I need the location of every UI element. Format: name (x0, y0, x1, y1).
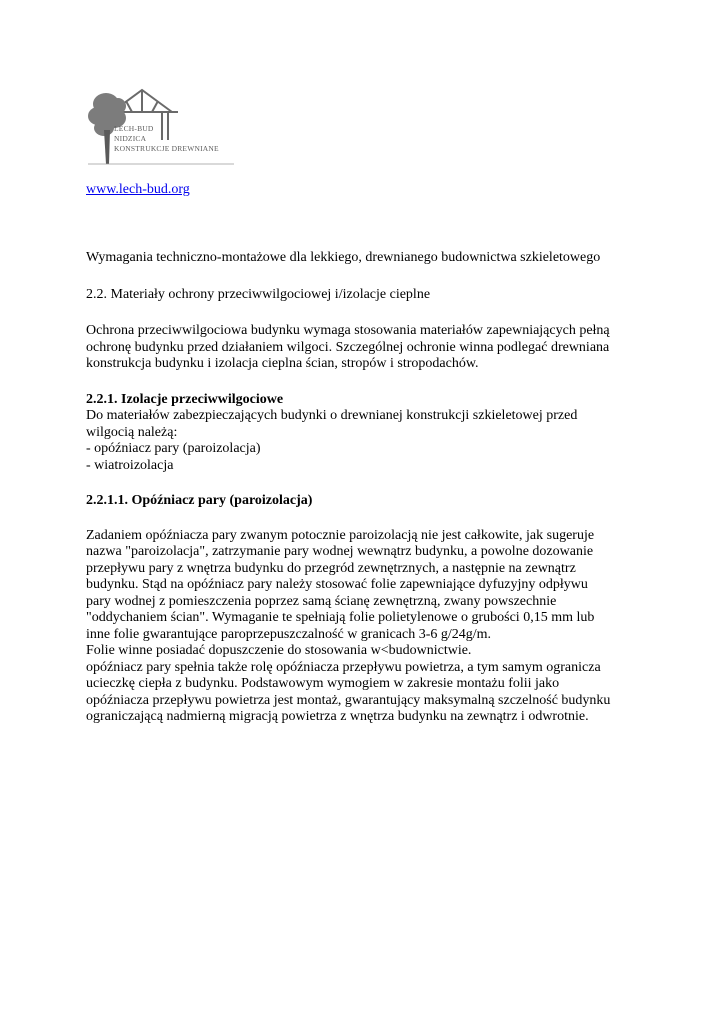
body-line: Folie winne posiadać dopuszczenie do stosowania w<budownictwie. (86, 643, 472, 658)
intro-line: Ochrona przeciwwilgociowa budynku wymaga stosowania materiałów zapewniających pełną (86, 323, 610, 338)
company-logo (84, 84, 244, 168)
subsection-line: - opóźniacz pary (paroizolacja) (86, 441, 261, 456)
body-line: ucieczkę ciepła z budynku. Podstawowym wymogiem w zakresie montażu folii jako (86, 676, 560, 691)
body-line: budynku. Stąd na opóźniacz pary należy stosować folie zapewniające dyfuzyjny odpływu (86, 577, 588, 592)
body-line: opóźniacza przepływu powietrza jest montaż, gwarantujący maksymalną szczelność budynku (86, 692, 611, 708)
body-line: opóźniacz pary spełnia także rolę opóźniacza przepływu powietrza, a tym samym ogranicza (86, 659, 601, 675)
body-line: Zadaniem opóźniacza pary zwanym potocznie paroizolacją nie jest całkowite, jak sugeruje (86, 527, 595, 543)
document-body (86, 250, 646, 726)
intro-paragraph (86, 323, 646, 373)
body-line: inne folie gwarantujące paroprzepuszczalność w granicach 3-6 g/24g/m. (86, 626, 492, 642)
body-line: pary wodnej z pomieszczenia poprzez samą ścianę zewnętrzną, zwany powszechnie (86, 593, 557, 609)
section-title: 2.2. Materiały ochrony przeciwwilgociowej i/izolacje cieplne (86, 286, 431, 302)
intro-line: ochronę budynku przed działaniem wilgoci. Szczególnej ochronie winna podlegać drewniana (86, 339, 610, 355)
body-line: nazwa "paroizolacja", zatrzymanie pary wodnej wewnątrz budynku, a powolne dozowanie (86, 544, 594, 559)
logo-line-1: LECH-BUD (114, 124, 154, 133)
subsection-line: Do materiałów zabezpieczających budynki o drewnianej konstrukcji szkieletowej przed (86, 408, 578, 423)
logo-line-3: KONSTRUKCJE DREWNIANE (114, 144, 219, 153)
website-link[interactable]: www.lech-bud.org (86, 182, 190, 197)
intro-line: konstrukcja budynku i izolacja cieplna ścian, stropów i stropodachów. (86, 356, 479, 371)
body-line: "oddychaniem ścian". Wymaganie te spełniają folie polietylenowe o grubości 0,15 mm lub (86, 610, 595, 625)
tree-and-roof-truss-icon (84, 84, 244, 168)
body-line: przepływu pary z wnętrza budynku do przegród zewnętrznych, a następnie na zewnątrz (86, 560, 576, 576)
subsection-heading: 2.2.1. Izolacje przeciwwilgociowe (86, 391, 284, 407)
subsection-line: wilgocią należą: (86, 424, 178, 440)
body-paragraph (86, 528, 646, 726)
subsection (86, 392, 646, 475)
logo-line-2: NIDZICA (114, 134, 147, 143)
subsection-line: - wiatroizolacja (86, 457, 174, 473)
body-line: ograniczającą nadmierną migracją powietrza z wnętrza budynku na zewnątrz i odwrotnie. (86, 709, 589, 724)
document-title: Wymagania techniczno-montażowe dla lekkiego, drewnianego budownictwa szkieletowego (86, 250, 601, 265)
subsubsection-heading: 2.2.1.1. Opóźniacz pary (paroizolacja) (86, 493, 313, 508)
